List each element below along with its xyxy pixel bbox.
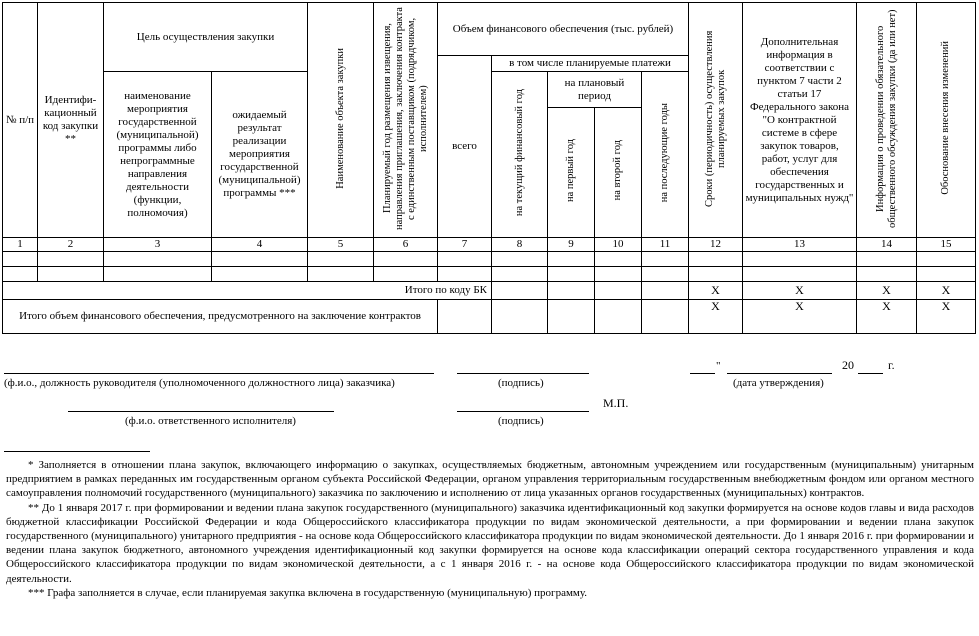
payments-header: в том числе планируемые платежи [492,56,689,72]
empty-data-row [3,252,976,267]
col-second-header: на второй год [595,108,642,238]
col-justification-header: Обоснование внесения изменений [917,3,976,238]
x-mark: X [917,282,976,300]
column-number: 15 [917,238,976,252]
quote-mark: " [716,360,721,372]
column-number: 1 [3,238,38,252]
total-bk-label: Итого по коду БК [3,282,492,300]
total-all-row [3,300,976,334]
col-id-header: Идентифи-кационный код закупки ** [38,3,104,238]
column-number: 8 [492,238,548,252]
column-number: 3 [104,238,212,252]
column-number: 4 [212,238,308,252]
col-discussion-header: Информация о проведении обязательного общественного обсуждения закупки (да или нет) [857,3,917,238]
x-mark: X [917,300,976,334]
col-object-header: Наименование объекта закупки [308,3,374,238]
year-line [858,373,883,374]
executor-line [68,411,334,412]
column-number: 7 [438,238,492,252]
footnote-1: * Заполняется в отношении плана закупок, включающего информацию о закупках, осуществляемых бюджетным, автономным учреждением или государственным (муниципальным) унитарным предприятием в рамках переданных им государственным органом субъекта Российской Федерации, органом управления территориальным государственным внебюджетным фондом или органом местного самоуправления полномочий государственного (муниципального) заказчика по заключению и исполнению от лица указанных органов государственных (муниципальных) контрактов. [6,459,974,500]
footnotes [6,458,974,600]
footnote-3: *** Графа заполняется в случае, если планируемая закупка включена в государственную (муниципальную) программу. [28,586,588,599]
empty-data-row [3,267,976,282]
col-total-header: всего [438,56,492,238]
day-line [690,373,715,374]
executor-sign-line [457,411,589,412]
footnote-2: ** До 1 января 2017 г. при формировании и ведении плана закупок государственного (муниципального) заказчика идентификационный код закупки формируется на основе кодов главы и вида расходов бюджетной классификации Российской Федерации и кода Общероссийского классификатора продукции по видам экономической деятельности, а при формировании и ведении плана закупок государственного (муниципального) унитарного предприятия - на основе кода Общероссийского классификатора продукции по видам экономической деятельности. До 1 января 2016 г. при формировании и ведении плана закупок бюджетного, автономного учреждения идентификационный код закупки формируется на основе кода классификации операций сектора государственного управления и кода Общероссийского классификатора продукции по видам экономической деятельности, а с 1 января 2016 г. - на основе кода Общероссийского классификатора продукции по видам экономической деятельности. [6,501,974,585]
column-numbers-row [3,238,976,252]
column-number: 14 [857,238,917,252]
x-mark: X [689,282,743,300]
head-signature-line [4,373,434,374]
col-current-header: на текущий финансовый год [492,72,548,238]
stamp-label: М.П. [603,396,629,410]
sign-label-2: (подпись) [498,415,544,427]
total-bk-row [3,282,976,300]
executor-label: (ф.и.о. ответственного исполнителя) [125,415,296,427]
head-label: (ф.и.о., должность руководителя (уполномоченного должностного лица) заказчика) [4,377,395,389]
column-number: 9 [548,238,595,252]
year-prefix: 20 [842,358,854,372]
column-number: 11 [642,238,689,252]
col-first-header: на первый год [548,108,595,238]
procurement-plan-table [2,2,976,334]
x-mark: X [743,300,857,334]
col-terms-header: Сроки (периодичность) осуществления планируемых закупок [689,3,743,238]
column-number: 6 [374,238,438,252]
total-all-label: Итого объем финансового обеспечения, предусмотренного на заключение контрактов [3,300,438,334]
x-mark: X [689,300,743,334]
head-sign-line [457,373,589,374]
column-number: 12 [689,238,743,252]
finance-header: Объем финансового обеспечения (тыс. рублей) [438,3,689,56]
col-program-header: наименование мероприятия государственной (муниципальной) программы либо непрограммные направления деятельности (функции, полномочия) [104,72,212,238]
date-label: (дата утверждения) [733,377,824,389]
purpose-header: Цель осуществления закупки [104,3,308,72]
year-suffix: г. [888,358,895,372]
col-result-header: ожидаемый результат реализации мероприятия государственной (муниципальной) программы *** [212,72,308,238]
x-mark: X [857,300,917,334]
x-mark: X [857,282,917,300]
column-number: 5 [308,238,374,252]
col-year-header: Планируемый год размещения извещения, направления приглашения, заключения контракта с единственным поставщиком (подрядчиком, исполнителем) [374,3,438,238]
col-num-header: № п/п [3,3,38,238]
x-mark: X [743,282,857,300]
month-line [727,373,832,374]
col-additional-header: Дополнительная информация в соответствии с пунктом 7 части 2 статьи 17 Федерального закона "О контрактной системе в сфере закупок товаров, работ, услуг для обеспечения государственных и муниципальных нужд" [743,3,857,238]
footnote-separator [4,451,150,452]
column-number: 2 [38,238,104,252]
column-number: 10 [595,238,642,252]
column-number: 13 [743,238,857,252]
sign-label: (подпись) [498,377,544,389]
planned-header: на плановый период [548,72,642,108]
col-later-header: на последующие годы [642,72,689,238]
